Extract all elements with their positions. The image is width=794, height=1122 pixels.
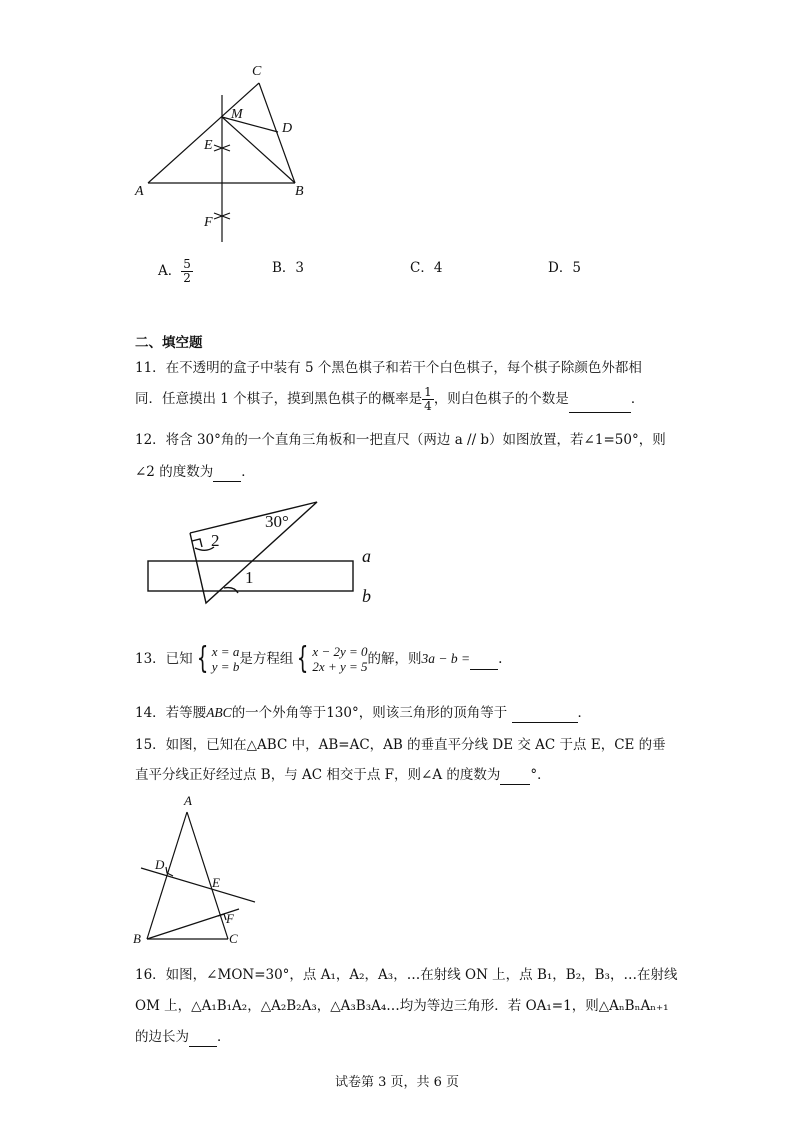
- option-d: D．5: [548, 260, 581, 276]
- label-b: B: [295, 184, 304, 199]
- q15-line2: 直平分线正好经过点 B，与 AC 相交于点 F，则∠A 的度数为 °．: [135, 764, 551, 785]
- given-solution: x = a y = b: [211, 644, 240, 674]
- option-b: B．3: [272, 260, 305, 276]
- page-footer: 试卷第 3 页，共 6 页: [334, 1075, 460, 1090]
- q15-line1: 15．如图，已知在△ABC 中，AB=AC，AB 的垂直平分线 DE 交 AC 于点 E，CE 的垂: [135, 737, 666, 753]
- label-m: M: [231, 107, 243, 122]
- label-f: F: [226, 911, 234, 926]
- label-b: B: [133, 931, 141, 946]
- section-title: 二、填空题: [135, 335, 203, 351]
- label-a: A: [184, 793, 192, 808]
- q16-line3: 的边长为 ．: [135, 1026, 231, 1047]
- option-c: C．4: [410, 260, 443, 276]
- q11-line2: 同．任意摸出 1 个棋子，摸到黑色棋子的概率是 $\frac{1}{4}$ ，则白色棋子的个数是 ．: [135, 385, 645, 413]
- q16-line2: OM 上，△A₁B₁A₂，△A₂B₂A₃，△A₃B₃A₄…均为等边三角形．若 OA₁=1，则△AₙBₙAₙ₊₁: [135, 998, 669, 1014]
- label-c: C: [252, 64, 262, 79]
- angle-1-label: 1: [245, 568, 254, 587]
- line-b-label: b: [362, 586, 371, 606]
- label-a: A: [135, 184, 144, 199]
- q14-line: 14．若等腰ABC的一个外角等于130°，则该三角形的顶角等于 ．: [135, 702, 591, 723]
- label-e: E: [204, 138, 213, 153]
- line-a-label: a: [362, 546, 371, 566]
- label-d: D: [282, 121, 293, 136]
- label-f: F: [204, 215, 213, 230]
- q11-fraction: $\frac{1}{4}$: [424, 385, 432, 413]
- angle-2-label: 2: [211, 531, 220, 550]
- q12-line1: 12．将含 30°角的一个直角三角板和一把直尺（两边 a // b）如图放置，若∠1=50°，则: [135, 432, 666, 448]
- equation-system: x − 2y = 0 2x + y = 5: [312, 644, 368, 674]
- q12-line2: ∠2 的度数为 ．: [135, 461, 255, 482]
- option-a-fraction: $\frac{5}{2}$: [183, 257, 191, 285]
- label-d: D: [155, 857, 165, 872]
- option-a-prefix: A．: [158, 263, 182, 279]
- label-e: E: [212, 875, 220, 890]
- answer-blank[interactable]: [189, 1026, 217, 1047]
- q13-line: 13．已知 { x = a y = b 是方程组 { x − 2y = 0 2x + y = 5 的解，则3a − b = .: [135, 641, 503, 676]
- label-c: C: [229, 931, 238, 946]
- q11-line1: 11．在不透明的盒子中装有 5 个黑色棋子和若干个白色棋子，每个棋子除颜色外都相: [135, 360, 642, 376]
- angle-30-label: 30°: [265, 512, 289, 531]
- q16-line1: 16．如图，∠MON=30°，点 A₁，A₂，A₃，…在射线 ON 上，点 B₁，B₂，B₃，…在射线: [135, 967, 678, 983]
